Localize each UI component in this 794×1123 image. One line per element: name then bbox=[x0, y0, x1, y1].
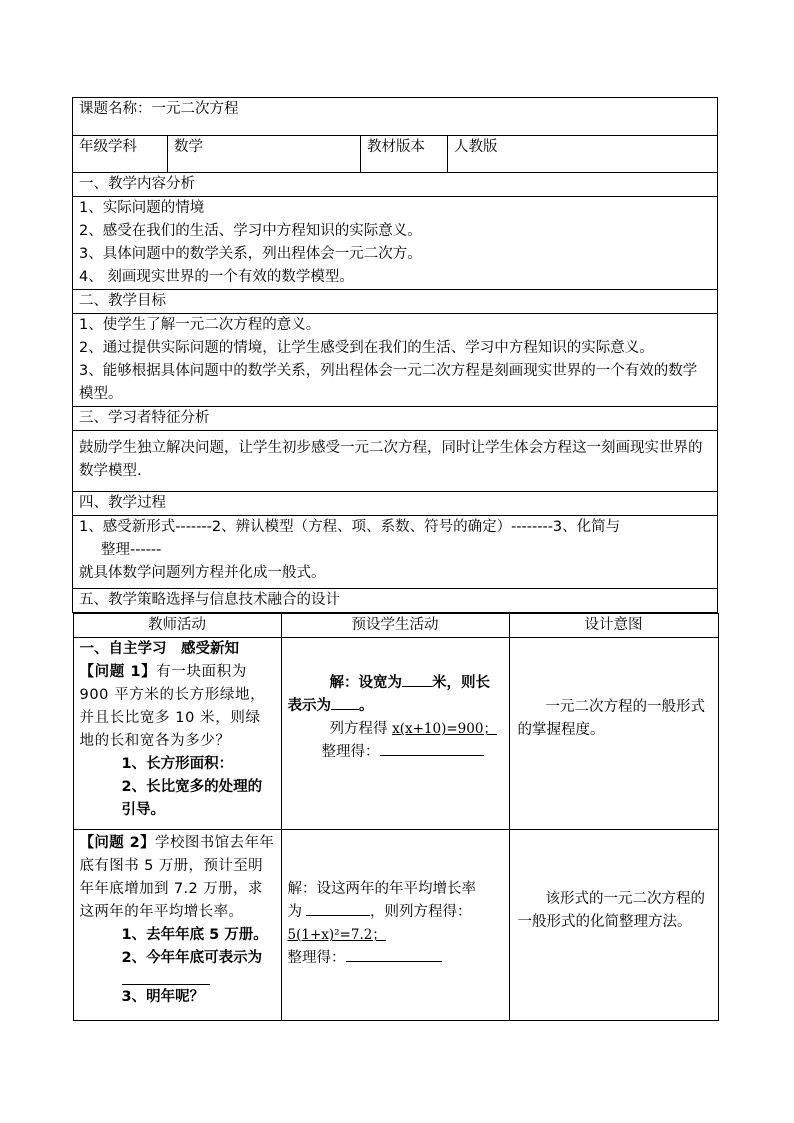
section4-title: 四、教学过程 bbox=[73, 492, 718, 516]
teacher-activity-2 bbox=[73, 830, 281, 1021]
length-blank bbox=[331, 695, 359, 710]
col-header-intent: 设计意图 bbox=[509, 614, 718, 638]
student1-equation: x(x+10)=900； bbox=[392, 721, 497, 737]
problem1-point2: 2、长比宽多的处理的引导。 bbox=[121, 779, 263, 818]
textbook-label: 教材版本 bbox=[361, 136, 448, 173]
activity-table bbox=[73, 613, 719, 1021]
intent1-text: 一元二次方程的一般形式的掌握程度。 bbox=[517, 699, 705, 738]
student1-line1b: 米，则长 bbox=[432, 675, 490, 691]
problem2-point1: 1、去年年底 5 万册。 bbox=[121, 927, 268, 943]
section3-text: 鼓励学生独立解决问题，让学生初步感受一元二次方程，同时让学生体会方程这一刻画现实世界的数学模型. bbox=[79, 440, 703, 479]
section2-item: 2、通过提供实际问题的情境，让学生感受到在我们的生活、学习中方程知识的实际意义。 bbox=[79, 340, 654, 356]
problem1-tag: 【问题 1】 bbox=[79, 664, 157, 680]
course-title-cell bbox=[73, 98, 718, 136]
course-title: 课题名称：一元二次方程 bbox=[79, 101, 239, 117]
this-year-blank bbox=[122, 970, 210, 985]
section4-line2: 整理------ bbox=[101, 542, 162, 558]
design-intent-1 bbox=[509, 638, 718, 830]
student2-line2a: 为 bbox=[287, 904, 302, 920]
problem1-point1: 1、长方形面积： bbox=[121, 756, 234, 772]
section4-line3: 就具体数学问题列方程并化成一般式。 bbox=[79, 565, 326, 581]
tidy-blank-1 bbox=[380, 741, 484, 756]
intent2-text: 该形式的一元二次方程的一般形式的化简整理方法。 bbox=[517, 891, 705, 930]
tidy-blank-2 bbox=[346, 947, 442, 962]
section2-title: 二、教学目标 bbox=[73, 290, 718, 314]
section1-item: 3、具体问题中的数学关系，列出程体会一元二次方。 bbox=[79, 246, 422, 262]
section1-title: 一、教学内容分析 bbox=[73, 173, 718, 197]
problem2-point2: 2、今年年底可表示为 bbox=[121, 950, 263, 966]
teacher-heading: 一、自主学习 感受新知 bbox=[79, 641, 239, 657]
student2-tidy: 整理得： bbox=[287, 950, 346, 966]
student2-equation: 5(1+x)²=7.2； bbox=[287, 927, 386, 943]
problem1-text: 有一块面积为 900 平方米的长方形绿地，并且长比宽多 10 米，则绿地的长和宽各为多少？ bbox=[79, 664, 266, 749]
grade-subject-value: 数学 bbox=[168, 136, 361, 173]
problem2-tag: 【问题 2】 bbox=[79, 835, 156, 851]
teacher-activity-1 bbox=[73, 638, 281, 830]
col-header-student: 预设学生活动 bbox=[281, 614, 509, 638]
section2-item: 3、能够根据具体问题中的数学关系，列出程体会一元二次方程是刻画现实世界的一个有效的数学模型。 bbox=[79, 363, 698, 402]
student-activity-2 bbox=[281, 830, 509, 1021]
section2-item: 1、使学生了解一元二次方程的意义。 bbox=[79, 317, 321, 333]
lesson-plan-page bbox=[72, 97, 717, 1021]
textbook-value: 人教版 bbox=[448, 136, 718, 173]
section3-title: 三、学习者特征分析 bbox=[73, 407, 718, 431]
problem2-text: 学校图书馆去年年底有图书 5 万册，预计至明年年底增加到 7.2 万册，求这两年的年平均增长率。 bbox=[79, 835, 275, 920]
problem2-point3: 3、明年呢？ bbox=[121, 989, 205, 1005]
rate-blank bbox=[306, 901, 370, 916]
width-blank bbox=[402, 672, 432, 687]
section2-content bbox=[73, 314, 718, 407]
student1-line2b: 。 bbox=[359, 698, 374, 714]
student1-line1a: 解：设宽为 bbox=[329, 675, 402, 691]
section4-content bbox=[73, 516, 718, 589]
design-intent-2 bbox=[509, 830, 718, 1021]
section4-line1: 1、感受新形式-------2、辨认模型（方程、项、系数、符号的确定）--------3、化简与 bbox=[79, 519, 621, 535]
activity-table-cell bbox=[73, 613, 718, 1022]
section1-item: 2、感受在我们的生活、学习中方程知识的实际意义。 bbox=[79, 223, 422, 239]
section1-item: 4、 刻画现实世界的一个有效的数学模型。 bbox=[79, 269, 354, 285]
student2-line1: 解：设这两年的年平均增长率 bbox=[287, 881, 476, 897]
section1-item: 1、实际问题的情境 bbox=[79, 200, 205, 216]
col-header-teacher: 教师活动 bbox=[73, 614, 281, 638]
student-activity-1 bbox=[281, 638, 509, 830]
student1-tidy: 整理得： bbox=[321, 744, 380, 760]
section5-title: 五、教学策略选择与信息技术融合的设计 bbox=[73, 589, 718, 613]
section1-content bbox=[73, 197, 718, 290]
grade-subject-label: 年级学科 bbox=[73, 136, 168, 173]
section3-content bbox=[73, 431, 718, 492]
lesson-plan-table bbox=[72, 97, 718, 1021]
student2-line2b: ，则列方程得： bbox=[370, 904, 472, 920]
student1-line2a: 表示为 bbox=[287, 698, 331, 714]
student1-eq-label: 列方程得 bbox=[329, 721, 388, 737]
